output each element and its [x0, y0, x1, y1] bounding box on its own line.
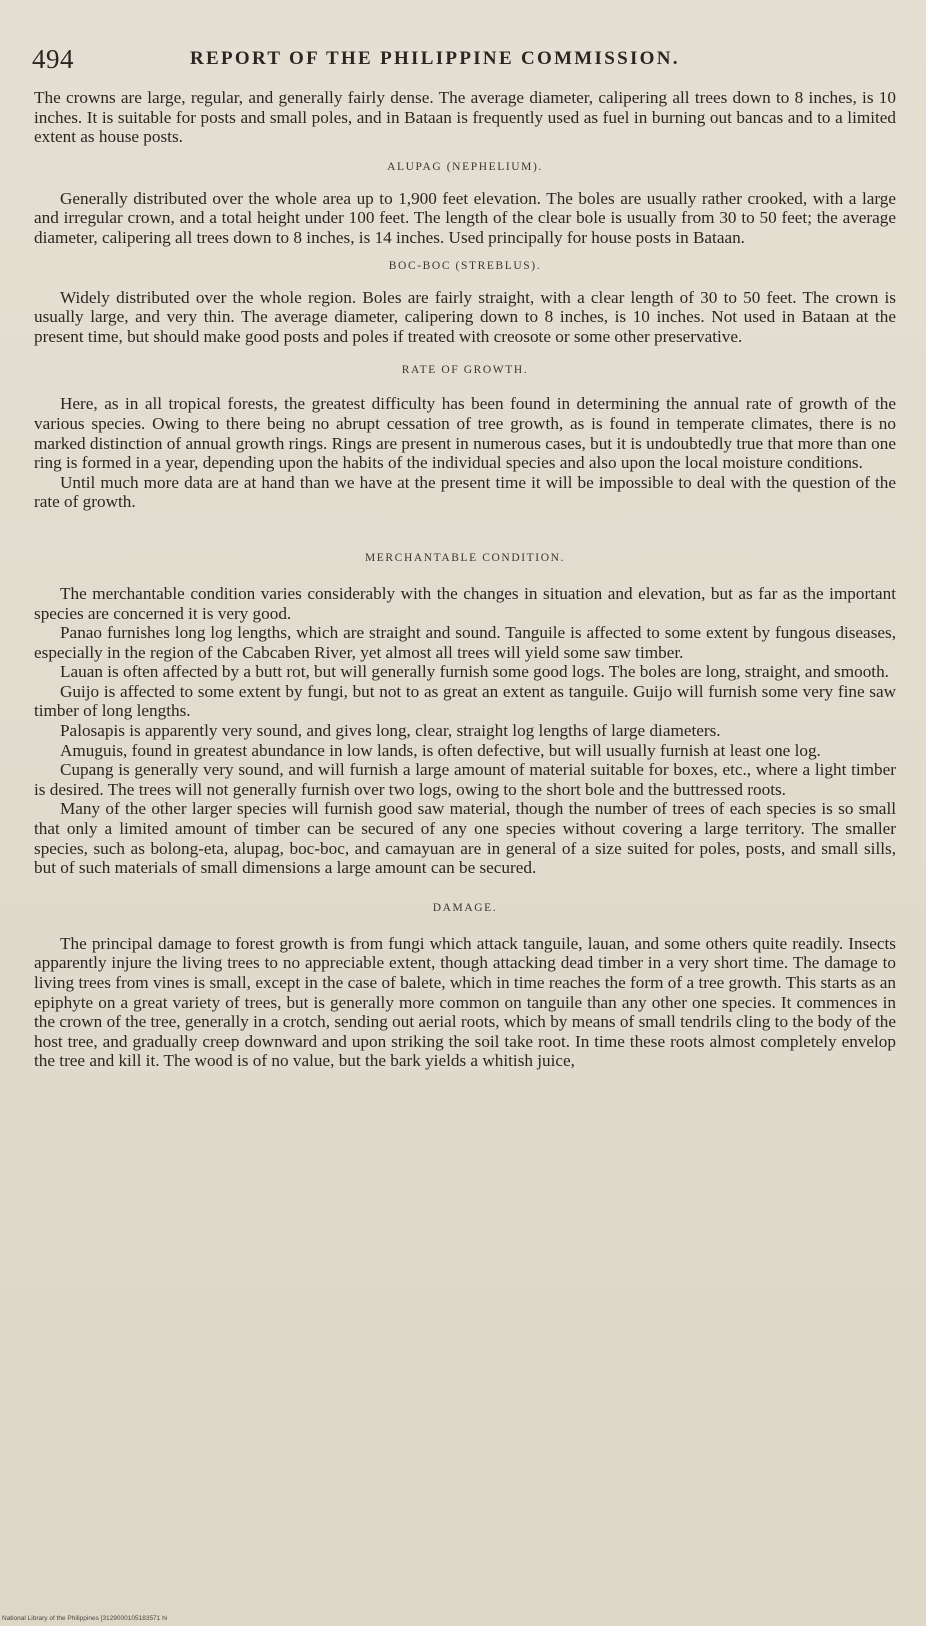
heading-rate-of-growth: RATE OF GROWTH. — [401, 364, 529, 377]
heading-merchantable-condition: MERCHANTABLE CONDITION. — [364, 551, 566, 564]
page-body — [34, 88, 896, 1071]
paragraph-merch-6: Amuguis, found in greatest abundance in low lands, is often defective, but will usually furnish at least one log. — [60, 740, 821, 760]
heading-alupag: ALUPAG (NEPHELIUM). — [387, 160, 543, 173]
paragraph-merch-3: Lauan is often affected by a butt rot, but will generally furnish some good logs. The boles are long, straight, and smooth. — [60, 662, 889, 682]
paragraph-rate-2: Until much more data are at hand than we have at the present time it will be impossible to deal with the question of the rate of growth. — [34, 472, 896, 512]
page-number: 494 — [32, 44, 74, 74]
paragraph-rate-1: Here, as in all tropical forests, the greatest difficulty has been found in determining the annual rate of growth of the various species. Owing to there being no abrupt cessation of tree growth, as is found in temperate climates, there is no marked distinction of annual growth rings. Rings are present in numerous cases, but it is undoubtedly true that more than one ring is formed in a year, depending upon the habits of the individual species and also upon the local moisture conditions. — [34, 394, 896, 473]
heading-boc-boc: BOC-BOC (STREBLUS). — [388, 259, 542, 272]
paragraph-merch-5: Palosapis is apparently very sound, and gives long, clear, straight log lengths of large diameters. — [60, 721, 721, 741]
paragraph-damage: The principal damage to forest growth is from fungi which attack tanguile, lauan, and some others quite readily. Insects apparently injure the living trees to no appreciable extent, though attacking dead timber in a very short time. The damage to living trees from vines is small, except in the case of balete, which in time reaches the form of a tree growth. This starts as an epiphyte on a great variety of trees, but is generally more common on tanguile than any other one species. It commences in the crown of the tree, generally in a crotch, sending out aerial roots, which by means of small tendrils cling to the body of the host tree, and gradually creep downward and upon striking the soil take root. In time these roots almost completely envelop the tree and kill it. The wood is of no value, but the bark yields a whitish juice, — [34, 933, 896, 1071]
running-title: REPORT OF THE PHILIPPINE COMMISSION. — [190, 48, 680, 69]
paragraph-merch-1: The merchantable condition varies considerably with the changes in situation and elevation, but as far as the important species are concerned it is very good. — [34, 583, 896, 623]
heading-damage: DAMAGE. — [432, 901, 498, 914]
paragraph-merch-2: Panao furnishes long log lengths, which are straight and sound. Tanguile is affected to some extent by fungous diseases, especially in the region of the Cabcaben River, yet almost all trees will yield some saw timber. — [34, 623, 896, 662]
paragraph-merch-7: Cupang is generally very sound, and will furnish a large amount of material suitable for boxes, etc., where a light timber is desired. The trees will not generally furnish over two logs, owing to the short bole and the buttressed roots. — [34, 760, 896, 799]
paragraph-merch-4: Guijo is affected to some extent by fungi, but not to as great an extent as tanguile. Guijo will furnish some very fine saw timber of long lengths. — [34, 681, 896, 721]
page-header — [30, 44, 896, 78]
paragraph-boc-boc: Widely distributed over the whole region. Boles are fairly straight, with a clear length of 30 to 50 feet. The crown is usually large, and very thin. The average diameter, calipering down to 8 inches, is 10 inches. Not used in Bataan at the present time, but should make good posts and poles if treated with creosote or some other preservative. — [34, 287, 896, 346]
scan-footer-note: National Library of the Philippines [3129000105183571 hi — [2, 1615, 168, 1622]
paragraph-alupag: Generally distributed over the whole area up to 1,900 feet elevation. The boles are usually rather crooked, with a large and irregular crown, and a total height under 100 feet. The length of the clear bole is usually from 30 to 50 feet; the average diameter, calipering all trees down to 8 inches, is 14 inches. Used principally for house posts in Bataan. — [34, 188, 896, 247]
paragraph-merch-8: Many of the other larger species will furnish good saw material, though the number of trees of each species is so small that only a limited amount of timber can be secured of any one species without covering a large territory. The smaller species, such as bolong-eta, alupag, boc-boc, and camayuan are in general of a size suited for poles, posts, and small sills, but of such materials of small dimensions a large amount can be secured. — [34, 799, 896, 878]
paragraph-crowns: The crowns are large, regular, and generally fairly dense. The average diameter, calipering all trees down to 8 inches, is 10 inches. It is suitable for posts and small poles, and in Bataan is frequently used as fuel in burning out bancas and to a limited extent as house posts. — [34, 88, 896, 147]
